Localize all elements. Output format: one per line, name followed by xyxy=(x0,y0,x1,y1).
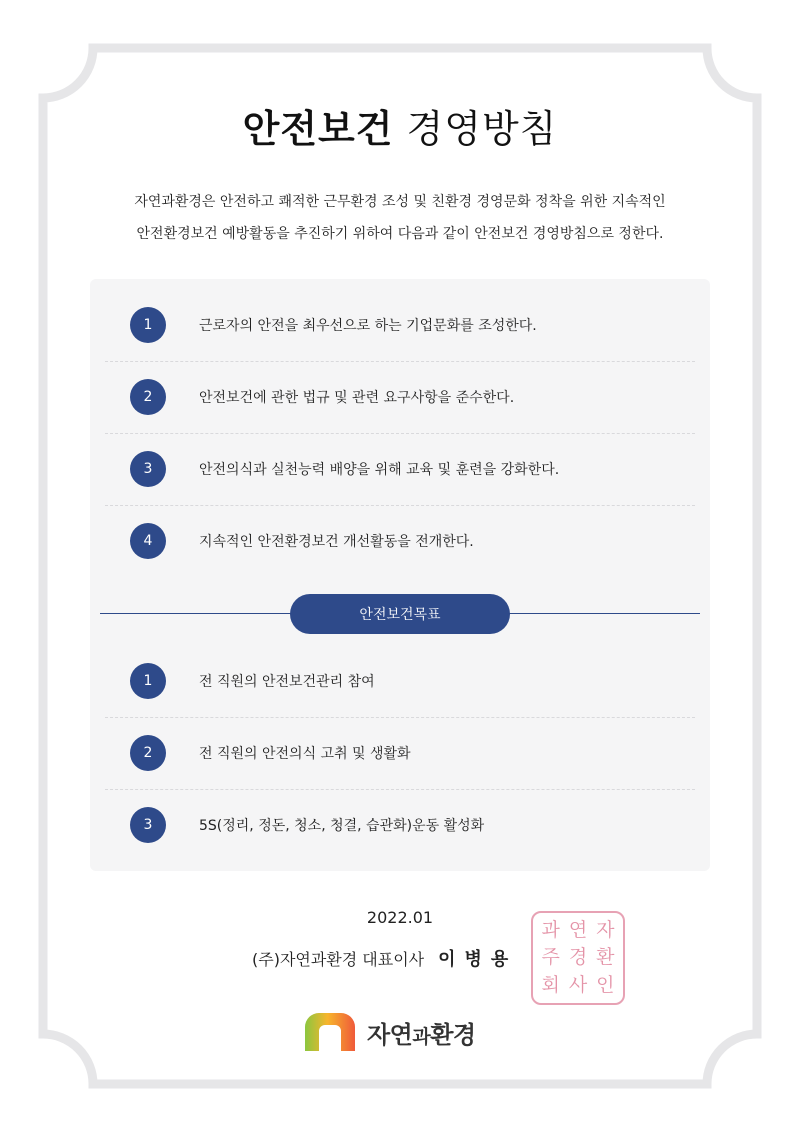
policy-panel xyxy=(90,279,710,871)
number-badge: 1 xyxy=(130,307,166,343)
company-logo xyxy=(305,1013,476,1051)
number-badge: 2 xyxy=(130,379,166,415)
seal-char: 인 xyxy=(596,973,615,996)
policy-text: 안전보건에 관한 법규 및 관련 요구사항을 준수한다. xyxy=(199,390,515,406)
goal-item xyxy=(105,789,695,861)
seal-char: 주 xyxy=(541,946,560,969)
seal-char: 과 xyxy=(541,919,560,942)
number-badge: 1 xyxy=(130,663,166,699)
ceo-name: 이병용 xyxy=(438,949,518,970)
policy-text: 지속적인 안전환경보건 개선활동을 전개한다. xyxy=(199,534,474,550)
goals-heading: 안전보건목표 xyxy=(290,594,510,634)
company-seal xyxy=(531,911,625,1005)
logo-wordmark xyxy=(367,1015,476,1050)
logo-text-small: 과 xyxy=(412,1025,431,1048)
issue-date: 2022.01 xyxy=(366,908,434,927)
number-badge: 3 xyxy=(130,807,166,843)
seal-char: 자 xyxy=(596,919,615,942)
intro-line-2: 안전환경보건 예방활동을 추진하기 위하여 다음과 같이 안전보건 경영방침으로 정한다. xyxy=(136,226,664,242)
goal-text: 전 직원의 안전의식 고취 및 생활화 xyxy=(199,746,411,762)
page-title xyxy=(0,98,800,153)
policy-item xyxy=(105,361,695,434)
goal-text: 5S(정리, 정돈, 청소, 청결, 습관화)운동 활성화 xyxy=(199,818,485,834)
seal-char: 회 xyxy=(541,973,560,996)
title-rest: 경영방침 xyxy=(406,107,558,151)
policy-item xyxy=(105,505,695,577)
seal-char: 연 xyxy=(568,919,588,942)
policy-item xyxy=(105,433,695,506)
goal-text: 전 직원의 안전보건관리 참여 xyxy=(199,674,375,690)
number-badge: 3 xyxy=(130,451,166,487)
logo-text-main: 자연 xyxy=(367,1020,413,1049)
policy-text: 근로자의 안전을 최우선으로 하는 기업문화를 조성한다. xyxy=(199,318,537,334)
intro-paragraph xyxy=(60,186,740,250)
seal-char: 환 xyxy=(596,946,615,969)
policy-item xyxy=(105,289,695,362)
seal-char: 사 xyxy=(568,973,588,996)
number-badge: 4 xyxy=(130,523,166,559)
goal-item xyxy=(105,645,695,718)
goal-item xyxy=(105,717,695,790)
policy-text: 안전의식과 실천능력 배양을 위해 교육 및 훈련을 강화한다. xyxy=(199,462,560,478)
intro-line-1: 자연과환경은 안전하고 쾌적한 근무환경 조성 및 친환경 경영문화 정착을 위한 지속적인 xyxy=(134,194,666,210)
company-role: (주)자연과환경 대표이사 xyxy=(252,950,425,969)
signature-line xyxy=(252,945,517,971)
number-badge: 2 xyxy=(130,735,166,771)
logo-text-end: 환경 xyxy=(430,1020,476,1049)
seal-char: 경 xyxy=(568,946,588,969)
logo-mark-icon xyxy=(305,1013,355,1051)
title-bold: 안전보건 xyxy=(242,107,394,151)
